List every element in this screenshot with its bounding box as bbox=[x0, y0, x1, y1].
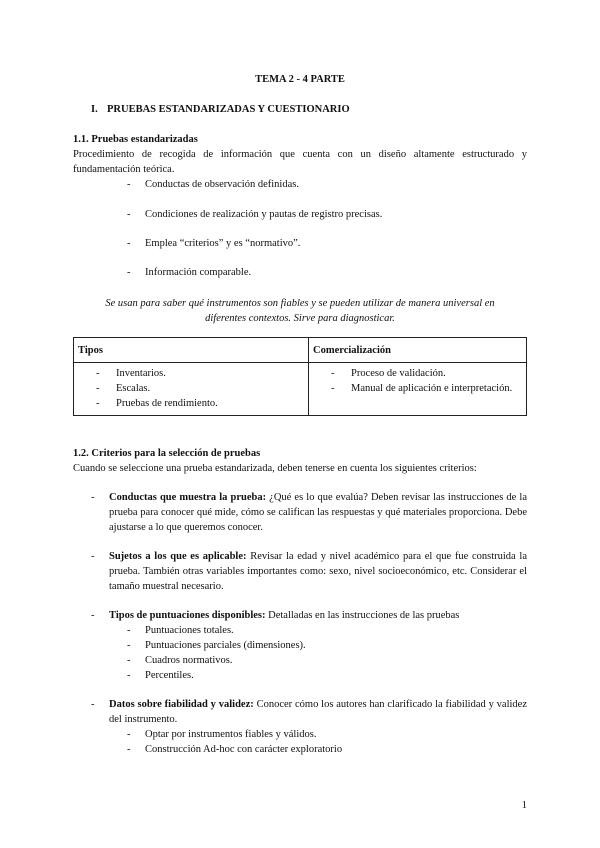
types-table bbox=[73, 337, 527, 416]
list-item bbox=[78, 381, 304, 396]
list-item-text: Emplea “criterios” y es “normativo”. bbox=[145, 238, 301, 249]
criterion-text: Detalladas en las instrucciones de las pruebas bbox=[265, 610, 460, 621]
dash-marker: - bbox=[127, 179, 131, 190]
criterion-label: Datos sobre fiabilidad y validez: bbox=[109, 699, 254, 710]
italic-note: Se usan para saber qué instrumentos son fiables y se pueden utilizar de manera universal en diferentes contextos. Sirve para diagnosticar. bbox=[105, 298, 495, 324]
section-title: PRUEBAS ESTANDARIZADAS Y CUESTIONARIO bbox=[107, 104, 350, 115]
list-item-text: Inventarios. bbox=[116, 368, 166, 379]
table-header-tipos: Tipos bbox=[74, 338, 309, 363]
section-number: I. bbox=[91, 104, 98, 115]
list-item-text: Pruebas de rendimiento. bbox=[116, 398, 218, 409]
criterion-item bbox=[91, 490, 527, 535]
list-item-text: Puntuaciones parciales (dimensiones). bbox=[145, 640, 306, 651]
list-item-text: Escalas. bbox=[116, 383, 151, 394]
dash-marker: - bbox=[91, 551, 95, 562]
list-item-text: Optar por instrumentos fiables y válidos. bbox=[145, 729, 317, 740]
list-item-text: Información comparable. bbox=[145, 267, 252, 278]
dash-marker: - bbox=[127, 640, 131, 651]
list-item bbox=[78, 366, 304, 381]
dash-marker: - bbox=[127, 655, 131, 666]
subsection-intro-1: Procedimiento de recogida de información que cuenta con un diseño altamente estructurado y fundamentación teórica. bbox=[73, 149, 527, 175]
criterion-label: Tipos de puntuaciones disponibles: bbox=[109, 610, 266, 621]
criterion-item bbox=[91, 608, 527, 623]
list-item-text: Puntuaciones totales. bbox=[145, 625, 234, 636]
sub-list-item bbox=[127, 638, 306, 653]
sub-list-item bbox=[127, 727, 316, 742]
dash-marker: - bbox=[127, 670, 131, 681]
list-item-text: Construcción Ad-hoc con carácter exploratorio bbox=[145, 744, 343, 755]
sub-list-item bbox=[127, 668, 194, 683]
dash-marker: - bbox=[91, 610, 95, 621]
table-header-comercializacion: Comercialización bbox=[309, 338, 527, 363]
list-item-text: Percentiles. bbox=[145, 670, 194, 681]
dash-marker: - bbox=[96, 398, 100, 409]
subsection-intro-2: Cuando se seleccione una prueba estandarizada, deben tenerse en cuenta los siguientes criterios: bbox=[73, 463, 477, 474]
dash-marker: - bbox=[127, 744, 131, 755]
subsection-heading-1: 1.1. Pruebas estandarizadas bbox=[73, 134, 198, 145]
list-item-text: Manual de aplicación e interpretación. bbox=[351, 383, 513, 394]
section-heading bbox=[91, 102, 350, 117]
list-item bbox=[127, 177, 299, 192]
criterion-item bbox=[91, 697, 527, 727]
dash-marker: - bbox=[96, 383, 100, 394]
list-item bbox=[127, 236, 300, 251]
table-cell-comercializacion bbox=[309, 363, 527, 416]
sub-list-item bbox=[127, 623, 234, 638]
table-cell-tipos bbox=[74, 363, 309, 416]
list-item bbox=[313, 366, 522, 381]
criterion-text: Conocer cómo los autores han clarificado la fiabilidad y validez del instrumento. bbox=[109, 699, 527, 725]
list-item bbox=[313, 381, 522, 396]
dash-marker: - bbox=[127, 625, 131, 636]
sub-list-item bbox=[127, 742, 342, 757]
criterion-text: Revisar la edad y nivel académico para el que fue construida la prueba. También otras variables importantes como: sexo, nivel socioeconómico, etc. Considerar el tamaño muestral necesario. bbox=[109, 551, 527, 592]
page-number: 1 bbox=[521, 800, 527, 811]
list-item bbox=[127, 265, 251, 280]
dash-marker: - bbox=[127, 267, 131, 278]
criterion-label: Conductas que muestra la prueba: bbox=[109, 492, 267, 503]
sub-list-item bbox=[127, 653, 233, 668]
page-title: TEMA 2 - 4 PARTE bbox=[255, 74, 345, 85]
dash-marker: - bbox=[331, 383, 335, 394]
list-item bbox=[127, 207, 382, 222]
dash-marker: - bbox=[127, 238, 131, 249]
subsection-heading-2: 1.2. Criterios para la selección de pruebas bbox=[73, 448, 261, 459]
dash-marker: - bbox=[127, 209, 131, 220]
list-item-text: Condiciones de realización y pautas de registro precisas. bbox=[145, 209, 383, 220]
dash-marker: - bbox=[96, 368, 100, 379]
list-item-text: Cuadros normativos. bbox=[145, 655, 233, 666]
criterion-item bbox=[91, 549, 527, 594]
list-item bbox=[78, 396, 304, 411]
dash-marker: - bbox=[331, 368, 335, 379]
criterion-label: Sujetos a los que es aplicable: bbox=[109, 551, 247, 562]
dash-marker: - bbox=[91, 492, 95, 503]
list-item-text: Conductas de observación definidas. bbox=[145, 179, 299, 190]
criterion-text: ¿Qué es lo que evalúa? Deben revisar las instrucciones de la prueba para conocer qué mide, cómo se califican las respuestas y qué materiales proporciona. Debe ajustarse a lo que queremos conocer. bbox=[109, 492, 527, 533]
dash-marker: - bbox=[127, 729, 131, 740]
dash-marker: - bbox=[91, 699, 95, 710]
list-item-text: Proceso de validación. bbox=[351, 368, 446, 379]
